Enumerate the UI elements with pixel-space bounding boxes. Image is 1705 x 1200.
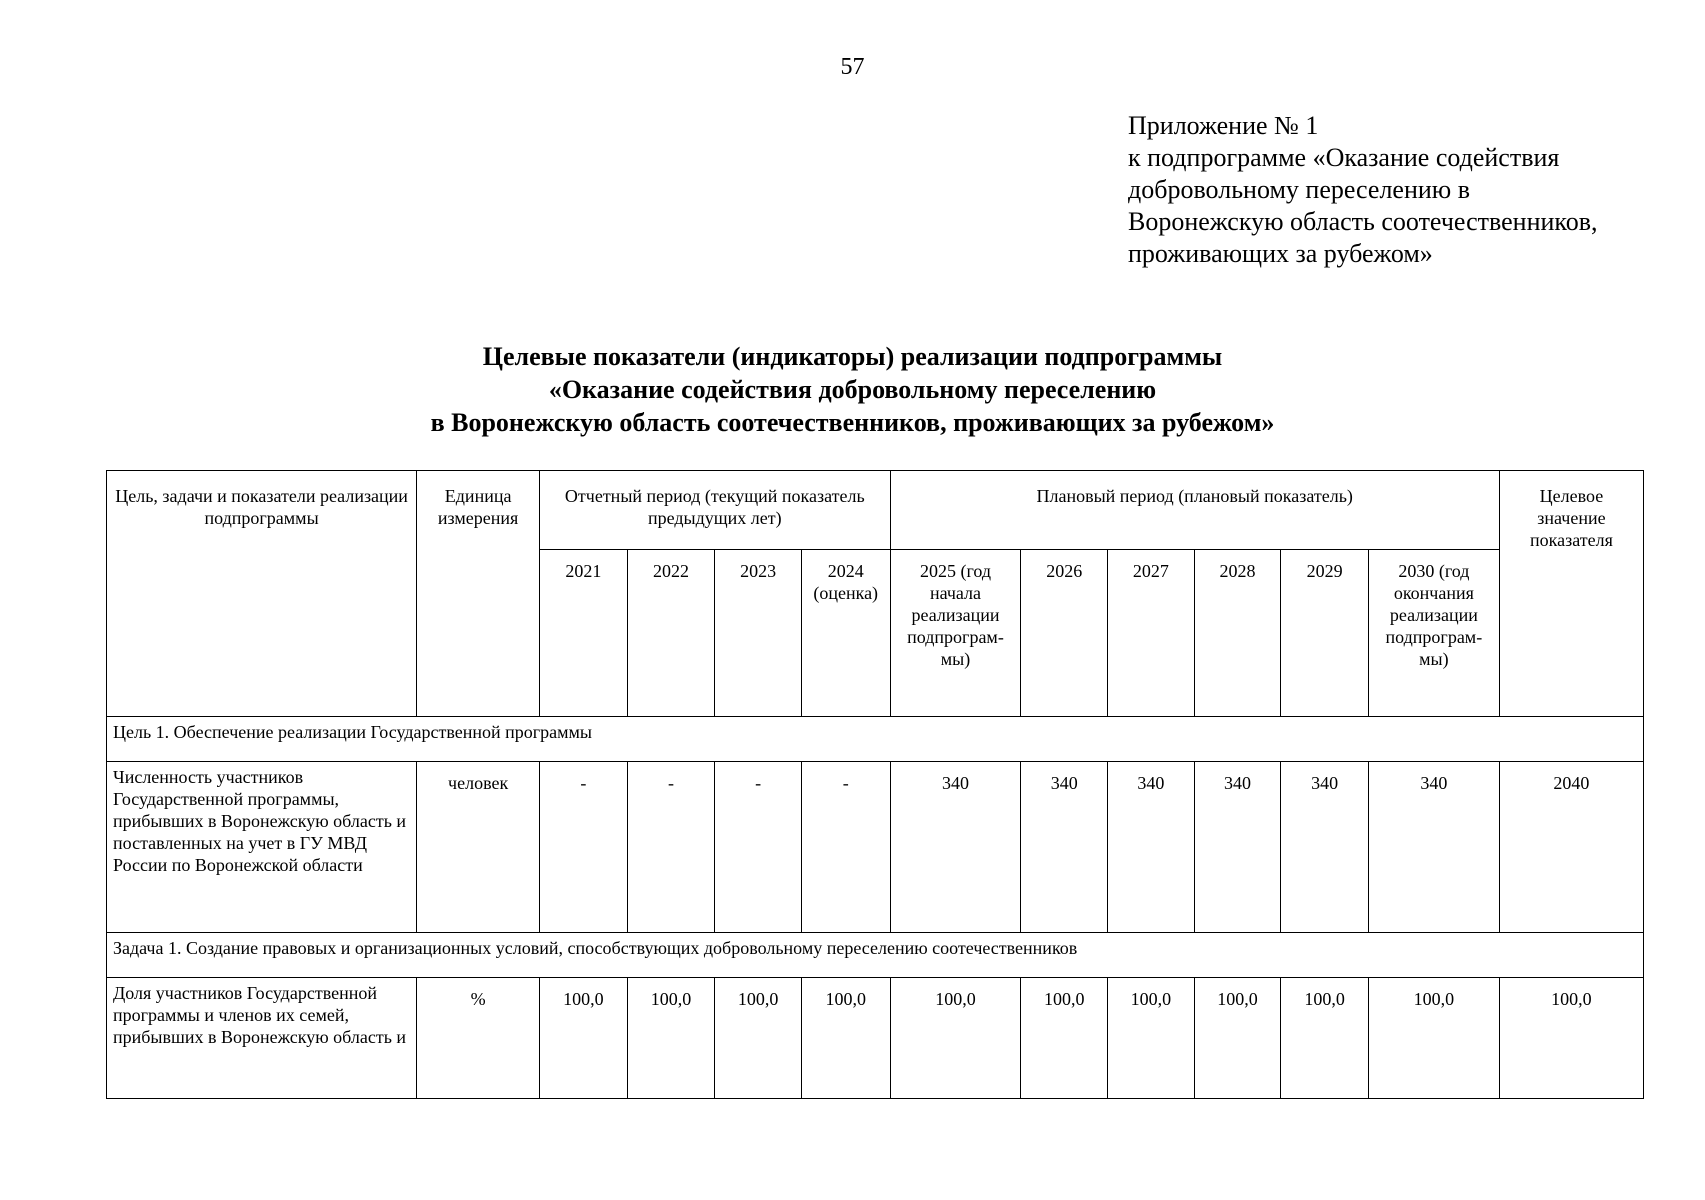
value-cell: 340 [1021, 762, 1108, 933]
section-heading: Цель 1. Обеспечение реализации Государственной программы [107, 717, 1644, 762]
header-year: 2023 [715, 550, 802, 717]
section-row [107, 717, 1644, 762]
header-goal: Цель, задачи и показатели реализации подпрограммы [107, 471, 417, 717]
value-cell: 100,0 [1368, 978, 1499, 1099]
value-cell: 340 [1108, 762, 1195, 933]
value-cell: - [715, 762, 802, 933]
header-year: 2024 (оценка) [801, 550, 890, 717]
indicator-name: Доля участников Государственной программы и членов их семей, прибывших в Воронежскую область и [107, 978, 417, 1099]
header-year: 2025 (год начала реализации подпрограм-мы) [890, 550, 1021, 717]
value-cell: 100,0 [715, 978, 802, 1099]
title-line: «Оказание содействия добровольному переселению [548, 375, 1157, 404]
header-year: 2026 [1021, 550, 1108, 717]
appendix-line: добровольному переселению в [1128, 175, 1470, 204]
appendix-line: к подпрограмме «Оказание содействия [1128, 143, 1560, 172]
title-line: Целевые показатели (индикаторы) реализации подпрограммы [482, 342, 1223, 371]
appendix-line: Приложение № 1 [1128, 111, 1319, 140]
table-row [107, 762, 1644, 933]
indicators-table [106, 470, 1644, 1099]
header-year: 2029 [1281, 550, 1369, 717]
title-line: в Воронежскую область соотечественников, проживающих за рубежом» [430, 408, 1275, 437]
value-cell: 100,0 [890, 978, 1021, 1099]
indicator-name: Численность участников Государственной программы, прибывших в Воронежскую область и поставленных на учет в ГУ МВД России по Воронежской области [107, 762, 417, 933]
value-cell: 340 [1194, 762, 1281, 933]
page-number: 57 [840, 54, 865, 80]
appendix-note [1128, 110, 1598, 270]
value-cell: 100,0 [1108, 978, 1195, 1099]
header-year: 2027 [1108, 550, 1195, 717]
header-reporting-period: Отчетный период (текущий показатель предыдущих лет) [540, 471, 890, 550]
header-year: 2028 [1194, 550, 1281, 717]
value-cell: 340 [1281, 762, 1369, 933]
header-unit: Единица измерения [417, 471, 540, 717]
value-cell: - [540, 762, 628, 933]
appendix-line: проживающих за рубежом» [1128, 239, 1433, 268]
header-year: 2030 (год окончания реализации подпрограм-мы) [1368, 550, 1499, 717]
section-row [107, 933, 1644, 978]
indicator-unit: % [417, 978, 540, 1099]
header-year: 2021 [540, 550, 628, 717]
header-planned-period: Плановый период (плановый показатель) [890, 471, 1499, 550]
section-heading: Задача 1. Создание правовых и организационных условий, способствующих добровольному переселению соотечественников [107, 933, 1644, 978]
indicator-unit: человек [417, 762, 540, 933]
value-cell: 100,0 [1021, 978, 1108, 1099]
value-cell: - [801, 762, 890, 933]
value-cell: 100,0 [1194, 978, 1281, 1099]
value-cell: 340 [1368, 762, 1499, 933]
header-target-value: Целевое значение показателя [1499, 471, 1643, 717]
document-title [0, 340, 1705, 439]
value-cell: 100,0 [627, 978, 715, 1099]
target-value-cell: 2040 [1499, 762, 1643, 933]
value-cell: 100,0 [1281, 978, 1369, 1099]
value-cell: 100,0 [801, 978, 890, 1099]
target-value-cell: 100,0 [1499, 978, 1643, 1099]
value-cell: - [627, 762, 715, 933]
value-cell: 100,0 [540, 978, 628, 1099]
table-row [107, 978, 1644, 1099]
header-year: 2022 [627, 550, 715, 717]
value-cell: 340 [890, 762, 1021, 933]
appendix-line: Воронежскую область соотечественников, [1128, 207, 1598, 236]
